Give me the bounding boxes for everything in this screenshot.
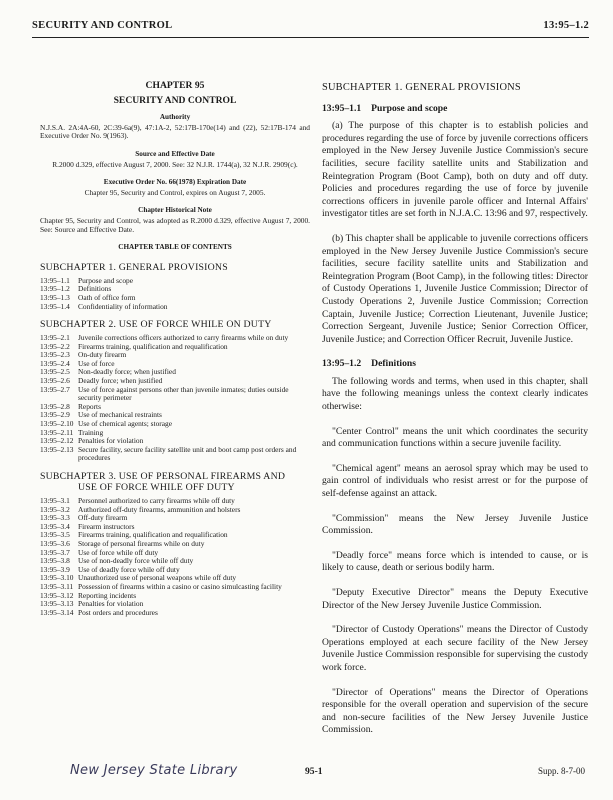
toc-item-number: 13:95–2.12 [40, 436, 74, 446]
toc-subchapter-title: SUBCHAPTER 3. USE OF PERSONAL FIREARMS AND [40, 471, 286, 482]
toc-item-text: Use of chemical agents; storage [78, 419, 172, 429]
toc-item-number: 13:95–3.9 [40, 564, 70, 574]
toc-item-text: Juvenile corrections officers authorized to carry firearms while on duty [78, 333, 289, 343]
toc-item-text: Post orders and procedures [78, 607, 158, 617]
toc-item-number: 13:95–3.3 [40, 513, 70, 523]
toc-item-text: On-duty firearm [78, 350, 127, 360]
definition: "Deputy Executive Director" means the Deputy Executive Director of the New Jersey Juvenile Justice Commission. [322, 587, 588, 611]
section-title: Definitions [371, 358, 416, 370]
supplement-date: Supp. 8-7-00 [538, 766, 585, 776]
toc-item-text: Use of force [78, 358, 115, 368]
toc-item-number: 13:95–3.14 [40, 607, 74, 617]
toc-item-text: Oath of office form [78, 292, 136, 302]
section-number: 13:95–1.1 [322, 102, 362, 114]
definition: "Center Control" means the unit which coordinates the security and communication functions within a secure juvenile facility. [322, 425, 588, 450]
toc-item-text: Use of non-deadly force while off duty [78, 556, 194, 566]
toc-item-text: Possession of firearms within a casino or casino simulcasting facility [78, 581, 282, 591]
library-stamp: New Jersey State Library [70, 763, 238, 778]
toc-item-number: 13:95–2.2 [40, 341, 70, 351]
toc-item-text: Use of force against persons other than juvenile inmates; duties outside security perimeter [78, 384, 289, 403]
toc-item-text: Use of force while off duty [78, 547, 159, 557]
toc-item [40, 609, 310, 618]
toc-subchapter-1 [40, 262, 310, 311]
toc-item-text: Firearms training, qualification and requalification [78, 341, 228, 351]
toc-item-text: Off-duty firearm [78, 513, 128, 523]
toc-item [40, 303, 310, 312]
toc-item-number: 13:95–2.13 [40, 444, 74, 454]
toc-item-number: 13:95–2.6 [40, 376, 70, 386]
toc-item-number: 13:95–3.6 [40, 538, 70, 548]
definition: "Deadly force" means force which is intended to cause, or is likely to cause, death or serious bodily harm. [322, 549, 588, 574]
page-number: 95-1 [305, 766, 323, 777]
toc-item-text: Unauthorized use of personal weapons while off duty [78, 573, 237, 583]
toc-item-text: Use of deadly force while off duty [78, 564, 180, 574]
paragraph: (b) This chapter shall be applicable to juvenile corrections officers employed in the New Jersey Juvenile Justice Commission's secure facilities, secure facility satellite units and Stabilization and Reintegration Program (Boot Camp), in the following titles: Director of Custody Operations 1, Juvenile Justice Commission; Director of Custody Operations 2, Juvenile Justice Commission; Correction Captain, Juvenile Justice; Correction Lieutenant, Juvenile Justice; Correction Sergeant, Juvenile Justice; Senior Correction Officer, Juvenile Justice; and Correction Officer Recruit, Juvenile Justice. [322, 232, 588, 345]
toc-item-text: Definitions [78, 284, 112, 294]
section-heading-definitions [322, 358, 588, 371]
toc-item-number: 13:95–2.11 [40, 427, 74, 437]
toc-item [40, 386, 310, 403]
toc-item-number: 13:95–3.12 [40, 590, 74, 600]
toc-item-text: Confidentiality of information [78, 301, 168, 311]
historical-note-text: Chapter 95, Security and Control, was adopted as R.2000 d.329, effective August 7, 2000. See: Source and Effective Date. [40, 215, 310, 234]
toc-item-number: 13:95–3.5 [40, 530, 70, 540]
paragraph: The following words and terms, when used in this chapter, shall have the following meanings unless the context clearly indicates otherwise: [322, 375, 588, 413]
source-heading: Source and Effective Date [135, 149, 215, 158]
toc-list [40, 497, 310, 617]
toc-subchapter-3 [40, 471, 310, 617]
chapter-number: CHAPTER 95 [145, 80, 205, 91]
toc-item-number: 13:95–3.8 [40, 556, 70, 566]
toc-subchapter-heading: SUBCHAPTER 1. GENERAL PROVISIONS [40, 261, 228, 273]
toc-item-text: Purpose and scope [78, 275, 134, 285]
paragraph: (a) The purpose of this chapter is to establish policies and procedures regarding the use of force by juvenile corrections officers employed in the New Jersey Juvenile Justice Commission's secure facilities, secure facility satellite units and Stabilization and Reintegration Program (Boot Camp), both on duty and off duty. Policies and procedures regarding the use of force by juvenile corrections officers in juvenile parole officer and Internal Affairs' investigator titles are set forth in N.J.A.C. 13:96 and 97, respectively. [322, 120, 588, 220]
expiration-heading: Executive Order No. 66(1978) Expiration Date [103, 178, 247, 187]
toc-item-number: 13:95–3.2 [40, 504, 70, 514]
toc-item-text: Firearms training, qualification and requalification [78, 530, 228, 540]
toc-item-number: 13:95–1.4 [40, 301, 70, 311]
toc-item-number: 13:95–2.5 [40, 367, 70, 377]
toc-item-number: 13:95–3.13 [40, 599, 74, 609]
toc-item-text: Reporting incidents [78, 590, 137, 600]
definition: "Commission" means the New Jersey Juvenile Justice Commission. [322, 512, 588, 537]
toc-subchapter-title-cont: USE OF FORCE WHILE OFF DUTY [78, 482, 235, 493]
running-header [32, 20, 589, 31]
section-heading-purpose [322, 103, 588, 116]
section-number: 13:95–1.2 [322, 358, 362, 370]
toc-item-number: 13:95–2.9 [40, 410, 70, 420]
toc-title: CHAPTER TABLE OF CONTENTS [118, 243, 232, 252]
toc-item-text: Personnel authorized to carry firearms while off duty [78, 496, 235, 505]
toc-item-number: 13:95–2.3 [40, 350, 70, 360]
toc-item-number: 13:95–3.11 [40, 581, 74, 591]
toc-item-number: 13:95–1.3 [40, 292, 70, 302]
header-section-number: 13:95–1.2 [543, 20, 589, 31]
toc-item-number: 13:95–3.1 [40, 496, 70, 505]
toc-item-number: 13:95–2.7 [40, 384, 70, 394]
toc-subchapter-heading [40, 471, 310, 493]
historical-note-heading: Chapter Historical Note [138, 206, 212, 215]
left-column [40, 82, 310, 625]
toc-item-number: 13:95–3.7 [40, 547, 70, 557]
definition: "Chemical agent" means an aerosol spray which may be used to gain control of individuals who resist arrest or for the purpose of self-defense against an attack. [322, 462, 588, 500]
chapter-title: SECURITY AND CONTROL [113, 94, 237, 106]
toc-item-text: Reports [78, 401, 101, 411]
definition: "Director of Operations" means the Director of Operations responsible for the overall operation and supervision of the secure and non-secure facilities of the New Jersey Juvenile Justice Commission. [322, 686, 588, 736]
toc-item-text: Use of mechanical restraints [78, 410, 162, 420]
toc-item-text: Secure facility, secure facility satellite unit and boot camp post orders and procedures [78, 444, 297, 463]
toc-item-text: Penalties for violation [78, 599, 144, 609]
right-column [322, 82, 588, 749]
toc-subchapter-2 [40, 319, 310, 463]
section-title: Purpose and scope [371, 102, 448, 114]
toc-item-text: Non-deadly force; when justified [78, 367, 176, 377]
toc-item-text: Authorized off-duty firearms, ammunition and holsters [78, 504, 241, 514]
toc-item-text: Penalties for violation [78, 436, 144, 446]
toc-item-number: 13:95–2.8 [40, 401, 70, 411]
toc-item-text: Training [78, 427, 104, 437]
toc-item-text: Deadly force; when justified [78, 376, 163, 386]
header-rule [32, 37, 589, 38]
toc-item-text: Storage of personal firearms while on duty [78, 538, 205, 548]
toc-item-text: Firearm instructors [78, 521, 135, 531]
toc-item-number: 13:95–3.10 [40, 573, 74, 583]
expiration-text: Chapter 95, Security and Control, expires on August 7, 2005. [84, 187, 266, 197]
definition: "Director of Custody Operations" means the Director of Custody Operations employed at each secure facility of the New Jersey Juvenile Justice Commission responsible for supervising the custody work force. [322, 624, 588, 673]
toc-subchapter-heading: SUBCHAPTER 2. USE OF FORCE WHILE ON DUTY [40, 319, 272, 331]
toc-list [40, 277, 310, 311]
toc-item-number: 13:95–2.10 [40, 419, 74, 429]
toc-item [40, 446, 310, 463]
source-text: R.2000 d.329, effective August 7, 2000. See: 32 N.J.R. 1744(a), 32 N.J.R. 2909(c). [52, 159, 298, 169]
header-title: SECURITY AND CONTROL [32, 20, 173, 31]
toc-item-number: 13:95–1.2 [40, 284, 70, 294]
toc-list [40, 334, 310, 463]
toc-item-number: 13:95–1.1 [40, 275, 70, 285]
toc-item-number: 13:95–3.4 [40, 521, 70, 531]
subchapter-heading: SUBCHAPTER 1. GENERAL PROVISIONS [322, 82, 521, 93]
authority-heading: Authority [159, 113, 191, 122]
authority-text: N.J.S.A. 2A:4A-60, 2C:39-6a(9), 47:1A-2, 52:17B-170e(14) and (22), 52:17B-174 and Executive Order No. 9(1963). [40, 122, 310, 141]
toc-item-number: 13:95–2.4 [40, 358, 70, 368]
toc-item-number: 13:95–2.1 [40, 333, 70, 343]
